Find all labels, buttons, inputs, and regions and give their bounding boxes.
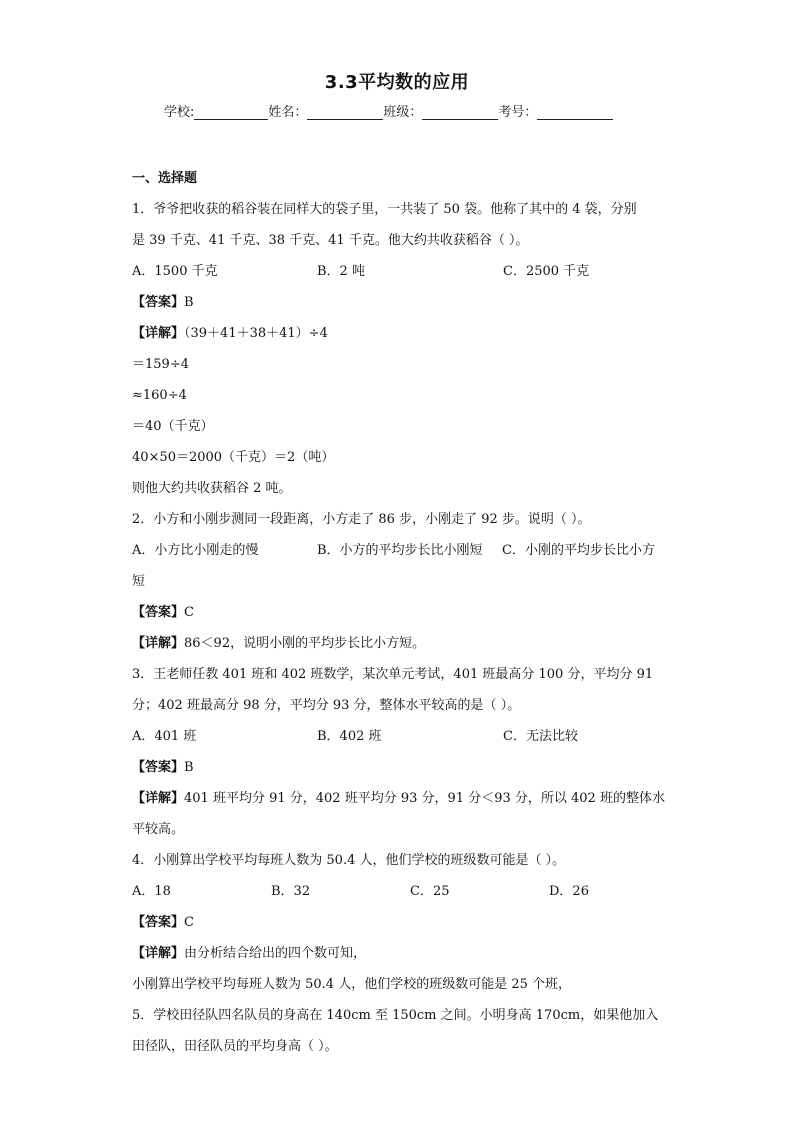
question-3-option-a[interactable]: A．401 班 — [132, 729, 197, 744]
question-4-option-d[interactable]: D．26 — [549, 884, 589, 899]
question-4-option-a[interactable]: A．18 — [132, 884, 171, 899]
question-4-option-c[interactable]: C．25 — [410, 884, 450, 899]
question-1-detail-line-5: 40×50＝2000（千克）＝2（吨） — [132, 450, 335, 465]
question-1-options — [132, 256, 672, 287]
name-label: 姓名： — [268, 105, 308, 120]
question-1-stem-line-1: 1．爷爷把收获的稻谷装在同样大的袋子里，一共装了 50 袋。他称了其中的 4 袋，分别 — [132, 202, 637, 217]
question-3-option-c[interactable]: C．无法比较 — [503, 729, 578, 744]
question-4-answer-value: C — [184, 915, 194, 930]
question-3-options — [132, 721, 672, 752]
question-2-option-b[interactable]: B．小方的平均步长比小刚短 — [317, 543, 483, 558]
detail-label: 【详解】 — [132, 326, 185, 341]
number-blank[interactable] — [537, 105, 613, 120]
name-blank[interactable] — [307, 105, 383, 120]
detail-label: 【详解】 — [132, 636, 185, 651]
question-3-detail-line-2: 平较高。 — [132, 822, 185, 837]
answer-label: 【答案】 — [132, 915, 185, 930]
question-5-stem-line-2: 田径队，田径队员的平均身高（ ）。 — [132, 1039, 338, 1054]
detail-label: 【详解】 — [132, 791, 185, 806]
question-2-detail-text-1: 86＜92，说明小刚的平均步长比小方短。 — [184, 636, 426, 651]
question-2-stem-line-1: 2．小方和小刚步测同一段距离，小方走了 86 步，小刚走了 92 步。说明（ ）。 — [132, 512, 591, 527]
question-2-option-c[interactable]: C．小刚的平均步长比小方 — [502, 543, 655, 558]
question-3-stem-line-2: 分；402 班最高分 98 分，平均分 93 分，整体水平较高的是（ ）。 — [132, 698, 521, 713]
question-1-option-a[interactable]: A．1500 千克 — [132, 264, 218, 279]
question-3-stem-line-1: 3．王老师任教 401 班和 402 班数学，某次单元考试，401 班最高分 100 分，平均分 91 — [132, 667, 654, 682]
section-heading: 一、选择题 — [132, 171, 198, 186]
question-content — [132, 163, 672, 1062]
student-info-line — [164, 101, 613, 120]
question-2-answer — [132, 597, 672, 628]
question-3-answer-value: B — [184, 760, 194, 775]
detail-label: 【详解】 — [132, 946, 185, 961]
question-1-detail-line-2: ＝159÷4 — [132, 357, 189, 372]
question-4-answer — [132, 907, 672, 938]
question-4-options — [132, 876, 672, 907]
question-3-detail-text-1: 401 班平均分 91 分，402 班平均分 93 分，91 分＜93 分，所以 402 班的整体水 — [184, 791, 665, 806]
question-1-detail-text-1: （39＋41＋38＋41）÷4 — [184, 326, 328, 341]
question-5-stem-line-1: 5．学校田径队四名队员的身高在 140cm 至 150cm 之间。小明身高 170cm，如果他加入 — [132, 1008, 659, 1023]
question-1-answer-value: B — [184, 295, 194, 310]
question-2-options — [132, 535, 672, 566]
answer-label: 【答案】 — [132, 760, 185, 775]
question-2-option-c-wrap: 短 — [132, 574, 146, 589]
question-1-detail-line-4: ＝40（千克） — [132, 419, 214, 434]
question-2-detail-line-1 — [132, 628, 672, 659]
question-1-detail-line-3: ≈160÷4 — [132, 388, 187, 403]
question-1-detail-line-6: 则他大约共收获稻谷 2 吨。 — [132, 481, 292, 496]
page-title: 3.3平均数的应用 — [324, 72, 470, 93]
class-label: 班级： — [383, 105, 423, 120]
question-3-answer — [132, 752, 672, 783]
question-1-detail-line-1 — [132, 318, 672, 349]
question-2-answer-value: C — [184, 605, 194, 620]
answer-label: 【答案】 — [132, 605, 185, 620]
question-1-answer — [132, 287, 672, 318]
question-3-option-b[interactable]: B．402 班 — [317, 729, 382, 744]
question-3-detail-line-1 — [132, 783, 672, 814]
question-1-option-b[interactable]: B．2 吨 — [317, 264, 365, 279]
school-blank[interactable] — [194, 105, 268, 120]
answer-label: 【答案】 — [132, 295, 185, 310]
question-4-detail-text-1: 由分析结合给出的四个数可知， — [184, 946, 367, 961]
question-2-option-a[interactable]: A．小方比小刚走的慢 — [132, 543, 259, 558]
question-4-detail-line-2: 小刚算出学校平均每班人数为 50.4 人，他们学校的班级数可能是 25 个班， — [132, 977, 572, 992]
school-label: 学校: — [164, 105, 195, 120]
number-label: 考号： — [498, 105, 538, 120]
class-blank[interactable] — [422, 105, 498, 120]
question-1-option-c[interactable]: C．2500 千克 — [503, 264, 590, 279]
question-1-stem-line-2: 是 39 千克、41 千克、38 千克、41 千克。他大约共收获稻谷（ ）。 — [132, 233, 529, 248]
question-4-stem-line-1: 4．小刚算出学校平均每班人数为 50.4 人，他们学校的班级数可能是（ ）。 — [132, 853, 566, 868]
question-4-detail-line-1 — [132, 938, 672, 969]
question-4-option-b[interactable]: B．32 — [271, 884, 311, 899]
